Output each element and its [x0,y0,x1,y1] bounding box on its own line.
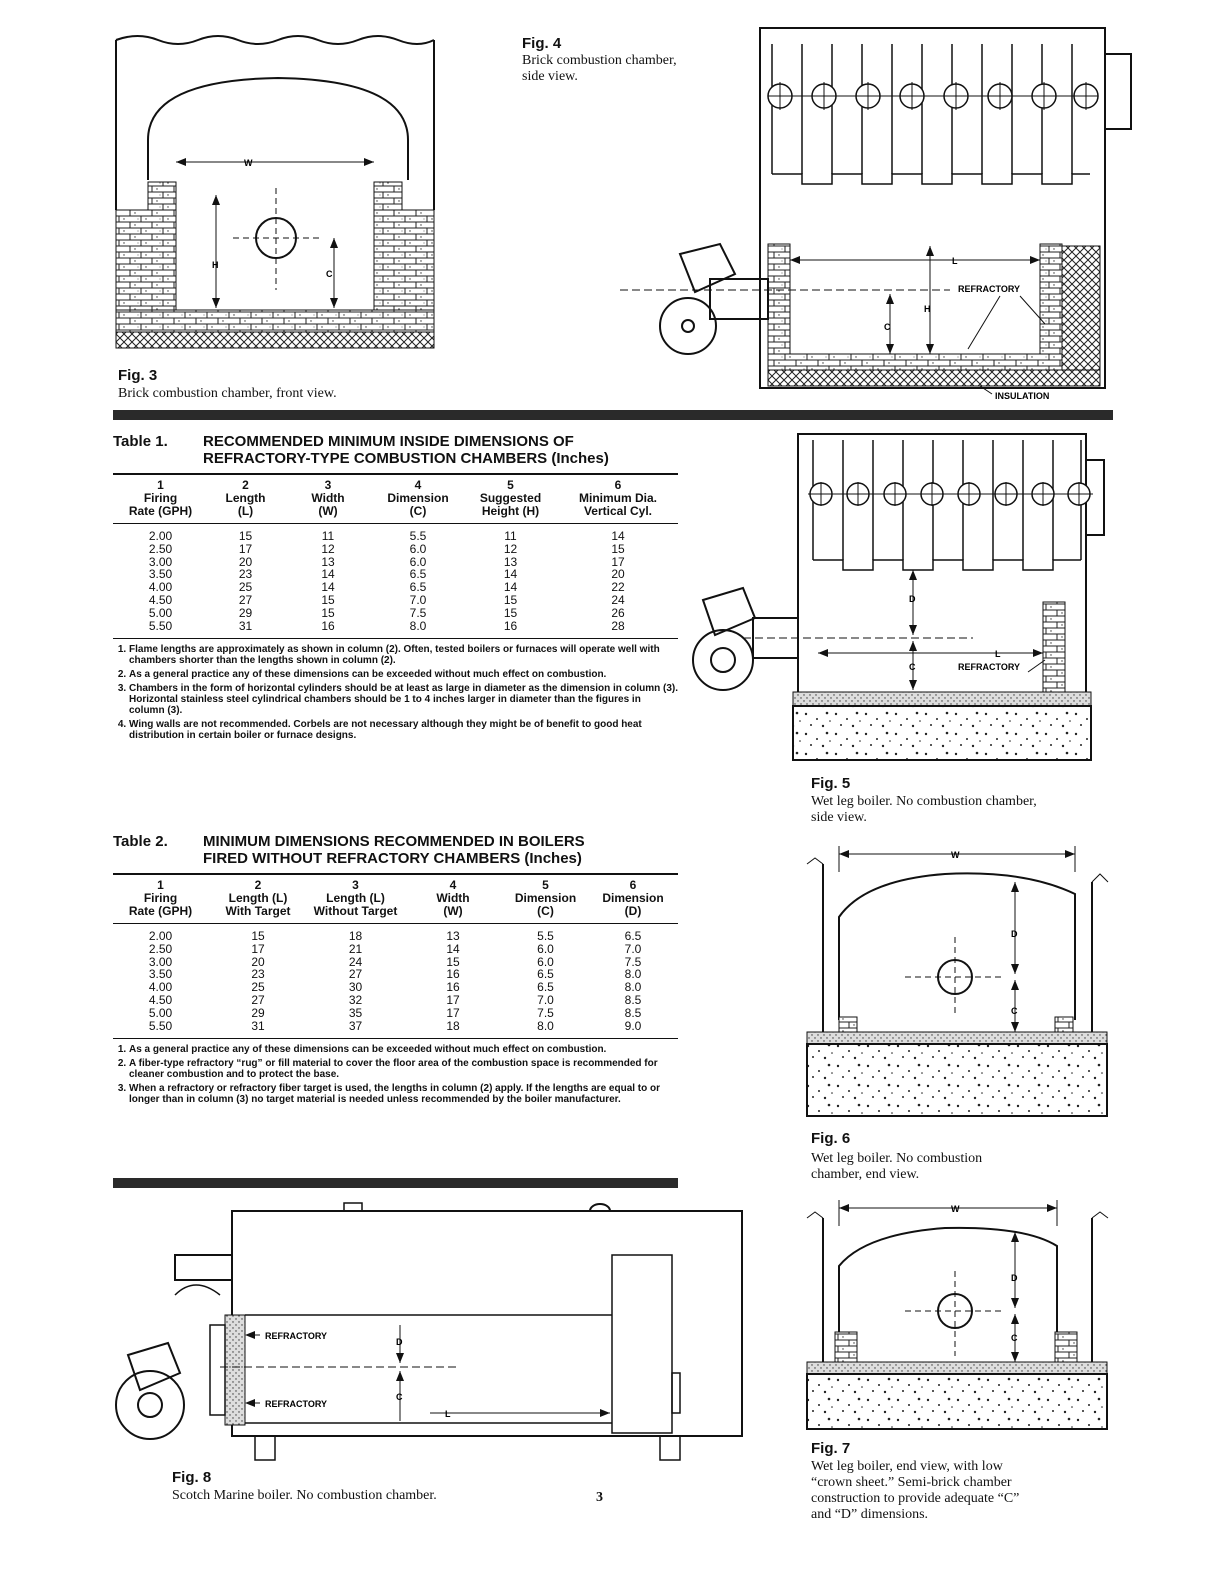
fig6-label: Fig. 6 [811,1130,851,1147]
table1-cell: 15 [321,592,335,607]
fig8-refractory-bottom: REFRACTORY [265,1399,328,1409]
table1-header-col-6 [558,479,678,518]
table2-cell: 7.5 [624,954,642,969]
table1-cell: 29 [238,605,253,620]
table1-header-text: 1 [157,478,164,492]
table2-cell: 37 [348,1018,363,1033]
table1-header-text: Height (H) [481,504,540,518]
table2-cell: 20 [251,954,265,969]
table1-title-line1: RECOMMENDED MINIMUM INSIDE DIMENSIONS OF [203,433,574,450]
table1-cell: 5.50 [148,618,173,633]
table2-cell: 5.5 [537,929,554,943]
fig3-label: Fig. 3 [118,367,158,384]
table2-cell: 35 [348,1005,363,1020]
table1-notes [113,644,678,741]
fig5-label: Fig. 5 [811,775,851,792]
table1-cell: 14 [611,529,625,543]
table1-cell: 6.0 [409,541,427,556]
fig8-refractory-top: REFRACTORY [265,1331,328,1341]
fig6-dim-c: C [1011,1006,1018,1016]
table1-cell: 14 [321,567,335,582]
table2-note: 2. A fiber-type refractory “rug” or fill material to cover the floor area of the combustion space is recommended for cleaner combustion and to protect the base. [129,1058,678,1080]
table1-cell: 28 [611,618,625,633]
table2-cell: 7.0 [537,992,554,1007]
table2-cell: 16 [446,967,460,982]
table2-cell: 2.00 [148,929,173,943]
table2-cell: 32 [348,992,363,1007]
table2-cell: 18 [348,929,363,943]
table2-cell: 27 [251,992,265,1007]
table2-bottom-rule [113,1038,678,1039]
fig6-dim-d: D [1011,929,1018,939]
table1-cell: 11 [321,529,335,543]
table2-header-text: (C) [537,904,554,918]
fig7-caption-line1: Wet leg boiler, end view, with low [811,1459,1003,1474]
table1-header-text: Minimum Dia. [578,491,657,505]
table1-cell: 15 [503,605,518,620]
fig4-dim-h: H [924,304,931,314]
table2-cell: 6.0 [537,941,554,956]
table1 [113,433,678,744]
table2-cell: 13 [446,929,460,943]
table2-cell: 14 [446,941,460,956]
table2-header-text: Rate (GPH) [128,904,193,918]
section-rule-top [113,410,1113,420]
table1-cell: 5.00 [148,605,173,620]
fig8-caption: Scotch Marine boiler. No combustion chamber. [172,1488,437,1503]
fig3-dim-c: C [326,269,333,279]
table2-header-col-2 [208,879,308,918]
table1-cell: 23 [238,567,253,582]
table1-header-col-5 [463,479,558,518]
fig6-dim-w: W [951,850,960,860]
table2-note: 1. As a general practice any of these dimensions can be exceeded without much effect on combustion. [129,1044,678,1055]
table2-cell: 7.5 [537,1005,554,1020]
table2-header-text: 5 [542,878,549,892]
table1-cell: 26 [611,605,625,620]
fig5-dim-l: L [995,649,1001,659]
fig4-label: Fig. 4 [522,35,562,52]
table1-header-text: Suggested [479,491,542,505]
table2-title-line1: MINIMUM DIMENSIONS RECOMMENDED IN BOILERS [203,833,585,850]
table2-cell: 25 [251,980,265,995]
fig7-diagram [805,1196,1110,1436]
table2-cell: 23 [251,967,265,982]
table2-header-text: Firing [143,891,178,905]
table2-header-text: Dimension [514,891,577,905]
table1-header-text: (W) [318,504,338,518]
table2-header-text: 4 [449,878,457,892]
table2-cell: 30 [348,980,363,995]
table1-cell: 16 [321,618,335,633]
table2-cell: 21 [348,941,363,956]
table1-header-text: (C) [409,504,427,518]
table2-body [113,924,678,1032]
table1-cell: 5.5 [409,529,427,543]
table2-cell: 5.50 [148,1018,173,1033]
table2-cell: 16 [446,980,460,995]
table2-notes [113,1044,678,1105]
table1-header-col-1 [113,479,208,518]
table1-header [113,475,678,518]
table1-cell: 15 [321,605,335,620]
fig5-dim-c: C [909,662,916,672]
table2-title-line2: FIRED WITHOUT REFRACTORY CHAMBERS (Inches) [203,850,582,867]
fig3-dim-w: W [244,158,253,168]
fig4-caption-line2: side view. [522,69,578,84]
page-number: 3 [596,1490,603,1505]
table1-header-text: Width [311,491,345,505]
fig4-dim-c: C [884,322,891,332]
table2-header-text: 1 [157,878,164,892]
table1-note: 2. As a general practice any of these dimensions can be exceeded without much effect on combustion. [129,669,678,680]
table2-cell: 3.00 [148,954,173,969]
table2-cell: 15 [446,954,460,969]
section-rule-bottom [113,1178,678,1188]
table2-cell: 24 [348,954,363,969]
table2-cell: 6.0 [537,954,554,969]
table1-cell: 15 [238,529,253,543]
table1-cell: 17 [238,541,253,556]
table2-header-text: With Target [225,904,291,918]
fig6-caption-line1: Wet leg boiler. No combustion [811,1151,983,1166]
fig6-caption-line2: chamber, end view. [811,1167,920,1182]
table2-cell: 5.00 [148,1005,173,1020]
table1-cell: 27 [238,592,253,607]
table2-header-text: 6 [629,878,637,892]
table2-header-text: Dimension [602,891,664,905]
table2-cell: 31 [251,1018,265,1033]
table1-header-text: 6 [614,478,622,492]
table1-header-text: 5 [507,478,514,492]
fig8-diagram [100,1195,760,1470]
fig5-dim-d: D [909,594,916,604]
table1-header-text: 3 [324,478,332,492]
table1-cell: 14 [503,580,518,595]
table1-cell: 12 [503,541,518,556]
table2-cell: 8.5 [624,1005,642,1020]
fig5-caption-line1: Wet leg boiler. No combustion chamber, [811,794,1037,809]
table2-cell: 6.5 [537,980,554,995]
fig3-caption: Brick combustion chamber, front view. [118,386,337,401]
table1-cell: 13 [503,554,518,569]
fig7-caption-line4: and “D” dimensions. [811,1507,929,1522]
table1-cell: 7.5 [409,605,427,620]
table1-cell: 2.50 [148,541,173,556]
table2-cell: 8.0 [537,1018,554,1033]
fig4-refractory-label: REFRACTORY [958,284,1021,294]
table2-header-text: Without Target [313,904,398,918]
table1-header-text: Length [225,491,266,505]
table2-header-text: 3 [352,878,359,892]
table2-cell: 6.5 [624,929,642,943]
table1-bottom-rule [113,638,678,639]
fig5-caption-line2: side view. [811,810,867,825]
table1-cell: 25 [238,580,253,595]
table1-cell: 4.50 [148,592,173,607]
table1-header-col-3 [283,479,373,518]
table2-header-text: 2 [254,878,262,892]
table2-header-text: (W) [443,904,463,918]
table1-header-text: Dimension [387,491,449,505]
table1-cell: 3.50 [148,567,173,582]
table2-cell: 6.5 [537,967,554,982]
table1-title-line2: REFRACTORY-TYPE COMBUSTION CHAMBERS (Inches) [203,450,609,467]
table1-cell: 4.00 [148,580,173,595]
table2-header-col-3 [308,879,403,918]
fig4-dim-l: L [952,256,958,266]
table1-note: 4. Wing walls are not recommended. Corbels are not necessary although they might be of benefit to good heat distribution in certain boiler or furnace designs. [129,719,678,741]
fig8-dim-d: D [396,1337,403,1347]
table2-header-text: Length (L) [228,891,288,905]
fig7-dim-w: W [951,1204,960,1214]
table1-header-text: 2 [242,478,249,492]
table1-header-text: Rate (GPH) [128,504,193,518]
table2-header-col-5 [503,879,588,918]
table2-header [113,875,678,918]
table2-cell: 4.50 [148,992,173,1007]
table2-cell: 8.0 [624,980,642,995]
table2-cell: 15 [251,929,265,943]
table1-cell: 8.0 [409,618,427,633]
table2-cell: 29 [251,1005,265,1020]
fig7-label: Fig. 7 [811,1440,851,1457]
table1-header-text: (L) [237,504,254,518]
table1-cell: 7.0 [409,592,427,607]
table1-cell: 17 [611,554,625,569]
table2-cell: 9.0 [624,1018,642,1033]
fig7-caption-line3: construction to provide adequate “C” [811,1491,1020,1506]
fig8-label: Fig. 8 [172,1469,212,1486]
table1-cell: 6.0 [409,554,427,569]
table2-header-text: Width [436,891,470,905]
table1-cell: 12 [321,541,335,556]
table2-cell: 4.00 [148,980,173,995]
fig7-dim-d: D [1011,1273,1018,1283]
fig6-diagram [805,842,1110,1120]
table1-cell: 22 [611,580,625,595]
table2 [113,833,678,1108]
table1-cell: 15 [611,541,625,556]
table1-cell: 15 [503,592,518,607]
table2-cell: 17 [446,992,460,1007]
table1-cell: 14 [503,567,518,582]
fig4-diagram [620,24,1120,404]
table1-cell: 3.00 [148,554,173,569]
table1-cell: 31 [238,618,253,633]
fig4-insulation-label: INSULATION [995,391,1050,401]
table2-cell: 7.0 [624,941,642,956]
table2-cell: 3.50 [148,967,173,982]
table1-cell: 14 [321,580,335,595]
table2-cell: 2.50 [148,941,173,956]
table1-cell: 6.5 [409,580,427,595]
table1-header-col-4 [373,479,463,518]
table2-cell: 8.5 [624,992,642,1007]
fig5-refractory-label: REFRACTORY [958,662,1021,672]
table2-cell: 8.0 [624,967,642,982]
fig7-caption-line2: “crown sheet.” Semi-brick chamber [811,1475,1012,1490]
fig3-dim-h: H [212,260,219,270]
table1-cell: 20 [611,567,625,582]
table1-body [113,524,678,632]
table1-cell: 16 [503,618,518,633]
table2-label: Table 2. [113,833,168,850]
table1-header-col-2 [208,479,283,518]
table1-note: 3. Chambers in the form of horizontal cylinders should be at least as large in diameter as the dimension in column (3). Horizontal stainless steel cylindrical chambers should be 1 to 4 inches larger in diameter than the figures in column (3). [129,683,678,716]
table2-cell: 18 [446,1018,460,1033]
table1-header-text: Firing [143,491,178,505]
table1-label: Table 1. [113,433,168,450]
table1-header-text: Vertical Cyl. [583,504,653,518]
table2-note: 3. When a refractory or refractory fiber target is used, the lengths in column (2) apply. If the lengths are equal to or longer than in column (3) no target material is needed unless recommended by the boiler manufacturer. [129,1083,678,1105]
table2-cell: 17 [251,941,265,956]
table1-cell: 2.00 [148,529,173,543]
table1-cell: 24 [611,592,625,607]
table1-note: 1. Flame lengths are approximately as shown in column (2). Often, tested boilers or furnaces will operate well with chambers shorter than the lengths shown in column (2). [129,644,678,666]
table1-cell: 20 [238,554,253,569]
fig8-dim-c: C [396,1392,403,1402]
table2-header-col-1 [113,879,208,918]
table2-header-col-4 [403,879,503,918]
table2-header-text: Length (L) [326,891,385,905]
table1-cell: 6.5 [409,567,427,582]
table1-header-text: 4 [414,478,422,492]
fig4-caption-line1: Brick combustion chamber, [522,53,677,68]
table1-cell: 13 [321,554,335,569]
table2-cell: 27 [348,967,363,982]
table2-cell: 17 [446,1005,460,1020]
fig3-diagram [108,30,438,360]
table2-header-col-6 [588,879,678,918]
table1-cell: 11 [504,529,517,543]
fig8-dim-l: L [445,1409,451,1419]
fig7-dim-c: C [1011,1333,1018,1343]
table2-header-text: (D) [624,904,642,918]
fig5-diagram [683,430,1123,770]
